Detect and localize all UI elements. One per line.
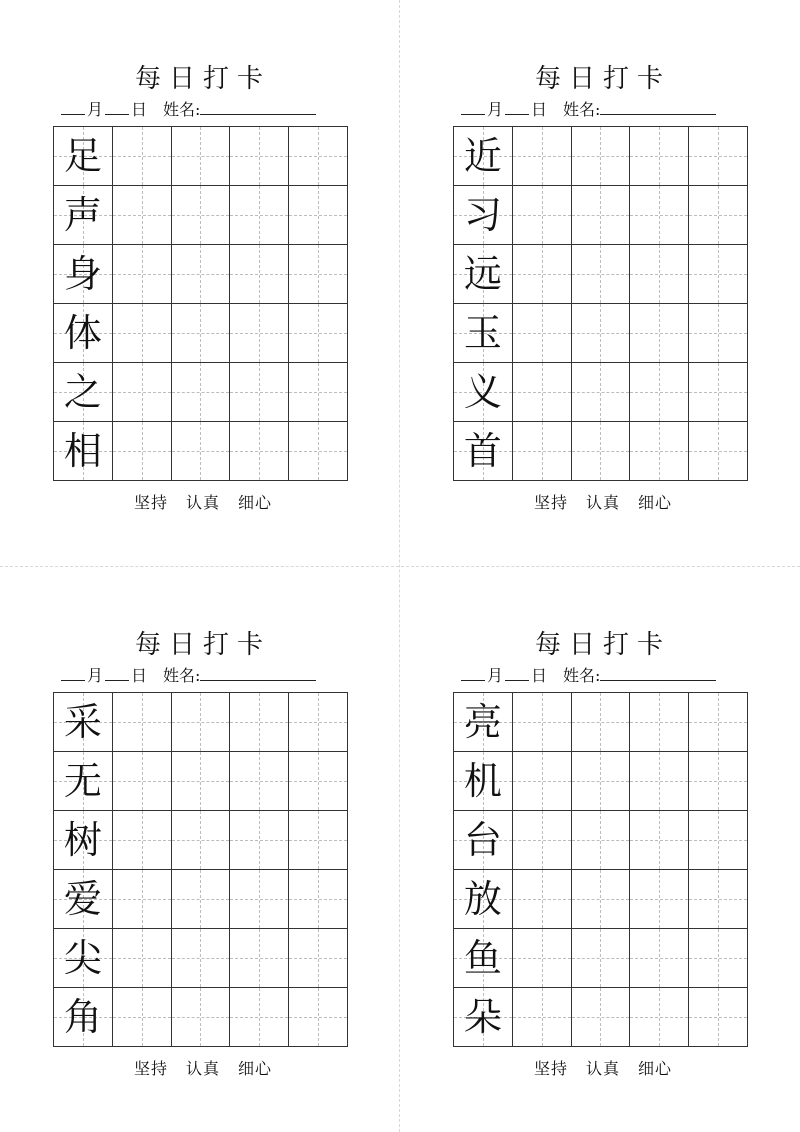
motto-item: 认真 [185, 1059, 220, 1078]
practice-cell[interactable] [289, 988, 348, 1047]
practice-cell[interactable] [113, 245, 172, 304]
practice-cell[interactable] [289, 363, 348, 422]
practice-cell[interactable] [113, 988, 172, 1047]
tianzige-grid [53, 692, 348, 1047]
card-title: 每日打卡 [534, 64, 671, 94]
practice-cell[interactable] [689, 245, 748, 304]
practice-cell[interactable] [572, 422, 631, 481]
practice-cell[interactable] [230, 363, 289, 422]
practice-cell[interactable] [630, 693, 689, 752]
practice-cell[interactable] [513, 304, 572, 363]
model-char-cell [54, 422, 113, 481]
practice-cell[interactable] [630, 752, 689, 811]
model-char: 采 [63, 700, 102, 744]
motto-item: 细心 [238, 493, 273, 512]
motto-item: 坚持 [133, 493, 168, 512]
model-char-cell [454, 245, 513, 304]
practice-cell[interactable] [289, 186, 348, 245]
practice-cell[interactable] [513, 811, 572, 870]
month-label: 月 [487, 100, 504, 119]
model-char-cell [54, 304, 113, 363]
practice-cell[interactable] [513, 988, 572, 1047]
practice-cell[interactable] [289, 752, 348, 811]
practice-cell[interactable] [113, 811, 172, 870]
practice-cell[interactable] [172, 245, 231, 304]
date-name-line [61, 662, 353, 688]
day-blank[interactable] [505, 662, 529, 681]
practice-cell[interactable] [289, 870, 348, 929]
motto-item: 细心 [638, 493, 673, 512]
month-label: 月 [87, 100, 104, 119]
practice-cell[interactable] [572, 363, 631, 422]
practice-cell[interactable] [172, 988, 231, 1047]
date-name-line [461, 662, 753, 688]
motto-item: 认真 [585, 493, 620, 512]
practice-cell[interactable] [689, 304, 748, 363]
practice-cell[interactable] [630, 870, 689, 929]
practice-cell[interactable] [513, 186, 572, 245]
card-title: 每日打卡 [134, 630, 271, 660]
model-char-cell [454, 304, 513, 363]
practice-cell[interactable] [572, 929, 631, 988]
practice-cell[interactable] [572, 752, 631, 811]
practice-cell[interactable] [172, 127, 231, 186]
name-label: 姓名: [163, 666, 201, 685]
model-char: 角 [63, 995, 102, 1039]
name-label: 姓名: [563, 100, 601, 119]
model-char-cell [54, 127, 113, 186]
card-title: 每日打卡 [134, 64, 271, 94]
model-char: 近 [463, 134, 502, 178]
day-label: 日 [131, 100, 148, 119]
model-char-cell [454, 186, 513, 245]
practice-cell[interactable] [172, 422, 231, 481]
day-blank[interactable] [105, 662, 129, 681]
tianzige-grid [53, 126, 348, 481]
practice-cell[interactable] [289, 245, 348, 304]
name-label: 姓名: [563, 666, 601, 685]
practice-cell[interactable] [172, 693, 231, 752]
model-char-cell [54, 870, 113, 929]
month-label: 月 [487, 666, 504, 685]
practice-cell[interactable] [113, 929, 172, 988]
model-char-cell [454, 127, 513, 186]
practice-cell[interactable] [230, 127, 289, 186]
model-char: 鱼 [463, 936, 502, 980]
motto-item: 坚持 [533, 493, 568, 512]
practice-cell[interactable] [689, 929, 748, 988]
model-char-cell [54, 752, 113, 811]
model-char-cell [54, 988, 113, 1047]
model-char: 朵 [463, 995, 502, 1039]
practice-cell[interactable] [513, 752, 572, 811]
motto-item: 细心 [638, 1059, 673, 1078]
model-char: 习 [463, 193, 502, 237]
tianzige-grid [453, 126, 748, 481]
model-char-cell [54, 245, 113, 304]
practice-cell[interactable] [113, 186, 172, 245]
practice-cell[interactable] [513, 693, 572, 752]
practice-cell[interactable] [689, 363, 748, 422]
motto-item: 认真 [585, 1059, 620, 1078]
practice-cell[interactable] [289, 811, 348, 870]
practice-cell[interactable] [230, 693, 289, 752]
motto [53, 490, 353, 513]
practice-cell[interactable] [230, 245, 289, 304]
practice-cell[interactable] [513, 929, 572, 988]
practice-cell[interactable] [172, 304, 231, 363]
practice-cell[interactable] [630, 127, 689, 186]
practice-cell[interactable] [289, 422, 348, 481]
motto-item: 认真 [185, 493, 220, 512]
practice-cell[interactable] [513, 245, 572, 304]
practice-cell[interactable] [572, 988, 631, 1047]
practice-cell[interactable] [513, 363, 572, 422]
day-label: 日 [131, 666, 148, 685]
practice-cell[interactable] [689, 811, 748, 870]
model-char: 相 [63, 429, 102, 473]
model-char-cell [54, 363, 113, 422]
practice-cell[interactable] [572, 304, 631, 363]
practice-cell[interactable] [630, 245, 689, 304]
name-blank[interactable] [600, 662, 716, 681]
model-char-cell [454, 988, 513, 1047]
motto-item: 坚持 [533, 1059, 568, 1078]
motto-item: 坚持 [133, 1059, 168, 1078]
practice-card [53, 628, 353, 1108]
motto [453, 1056, 753, 1079]
practice-cell[interactable] [113, 363, 172, 422]
practice-cell[interactable] [572, 811, 631, 870]
name-blank[interactable] [200, 662, 316, 681]
practice-cell[interactable] [289, 693, 348, 752]
practice-cell[interactable] [113, 127, 172, 186]
name-label: 姓名: [163, 100, 201, 119]
month-blank[interactable] [461, 662, 485, 681]
motto [453, 490, 753, 513]
practice-cell[interactable] [172, 186, 231, 245]
practice-cell[interactable] [689, 127, 748, 186]
practice-cell[interactable] [630, 186, 689, 245]
practice-cell[interactable] [689, 186, 748, 245]
practice-cell[interactable] [289, 929, 348, 988]
practice-cell[interactable] [630, 422, 689, 481]
practice-cell[interactable] [172, 363, 231, 422]
model-char: 树 [63, 818, 102, 862]
practice-cell[interactable] [572, 127, 631, 186]
model-char: 之 [63, 370, 102, 414]
practice-cell[interactable] [689, 752, 748, 811]
model-char-cell [454, 811, 513, 870]
model-char-cell [454, 363, 513, 422]
month-blank[interactable] [461, 96, 485, 115]
practice-card [53, 62, 353, 542]
model-char-cell [454, 752, 513, 811]
practice-cell[interactable] [572, 186, 631, 245]
card-title: 每日打卡 [534, 630, 671, 660]
practice-cell[interactable] [113, 870, 172, 929]
practice-cell[interactable] [172, 870, 231, 929]
model-char: 无 [63, 759, 102, 803]
practice-cell[interactable] [113, 752, 172, 811]
practice-cell[interactable] [230, 304, 289, 363]
tianzige-grid [453, 692, 748, 1047]
practice-cell[interactable] [689, 988, 748, 1047]
practice-card [453, 628, 753, 1108]
practice-cell[interactable] [230, 929, 289, 988]
name-blank[interactable] [600, 96, 716, 115]
practice-cell[interactable] [172, 929, 231, 988]
day-blank[interactable] [105, 96, 129, 115]
practice-cell[interactable] [113, 304, 172, 363]
month-blank[interactable] [61, 96, 85, 115]
practice-cell[interactable] [630, 811, 689, 870]
practice-cell[interactable] [513, 422, 572, 481]
date-name-line [61, 96, 353, 122]
model-char-cell [454, 929, 513, 988]
practice-cell[interactable] [689, 693, 748, 752]
practice-cell[interactable] [113, 422, 172, 481]
model-char: 玉 [463, 311, 502, 355]
model-char: 首 [463, 429, 502, 473]
model-char: 放 [463, 877, 502, 921]
model-char-cell [454, 870, 513, 929]
day-label: 日 [531, 666, 548, 685]
practice-cell[interactable] [689, 422, 748, 481]
practice-cell[interactable] [172, 811, 231, 870]
practice-cell[interactable] [230, 811, 289, 870]
model-char-cell [54, 811, 113, 870]
name-blank[interactable] [200, 96, 316, 115]
model-char: 声 [63, 193, 102, 237]
model-char: 远 [463, 252, 502, 296]
practice-cell[interactable] [513, 870, 572, 929]
model-char: 足 [63, 134, 102, 178]
model-char-cell [54, 929, 113, 988]
practice-cell[interactable] [689, 870, 748, 929]
practice-cell[interactable] [572, 870, 631, 929]
practice-cell[interactable] [289, 127, 348, 186]
motto [53, 1056, 353, 1079]
practice-cell[interactable] [230, 186, 289, 245]
date-name-line [461, 96, 753, 122]
model-char: 亮 [463, 700, 502, 744]
practice-cell[interactable] [230, 422, 289, 481]
practice-cell[interactable] [630, 363, 689, 422]
practice-cell[interactable] [630, 988, 689, 1047]
model-char-cell [454, 422, 513, 481]
practice-cell[interactable] [230, 752, 289, 811]
model-char: 台 [463, 818, 502, 862]
practice-cell[interactable] [113, 693, 172, 752]
model-char: 爱 [63, 877, 102, 921]
practice-cell[interactable] [630, 304, 689, 363]
model-char: 尖 [63, 936, 102, 980]
practice-cell[interactable] [572, 245, 631, 304]
practice-cell[interactable] [230, 870, 289, 929]
month-blank[interactable] [61, 662, 85, 681]
model-char: 义 [463, 370, 502, 414]
cut-line-horizontal [0, 566, 800, 567]
practice-cell[interactable] [230, 988, 289, 1047]
practice-cell[interactable] [289, 304, 348, 363]
practice-cell[interactable] [630, 929, 689, 988]
motto-item: 细心 [238, 1059, 273, 1078]
practice-cell[interactable] [513, 127, 572, 186]
model-char: 机 [463, 759, 502, 803]
model-char-cell [54, 186, 113, 245]
model-char-cell [454, 693, 513, 752]
model-char-cell [54, 693, 113, 752]
day-label: 日 [531, 100, 548, 119]
month-label: 月 [87, 666, 104, 685]
model-char: 体 [63, 311, 102, 355]
practice-cell[interactable] [572, 693, 631, 752]
practice-card [453, 62, 753, 542]
model-char: 身 [63, 252, 102, 296]
day-blank[interactable] [505, 96, 529, 115]
practice-cell[interactable] [172, 752, 231, 811]
